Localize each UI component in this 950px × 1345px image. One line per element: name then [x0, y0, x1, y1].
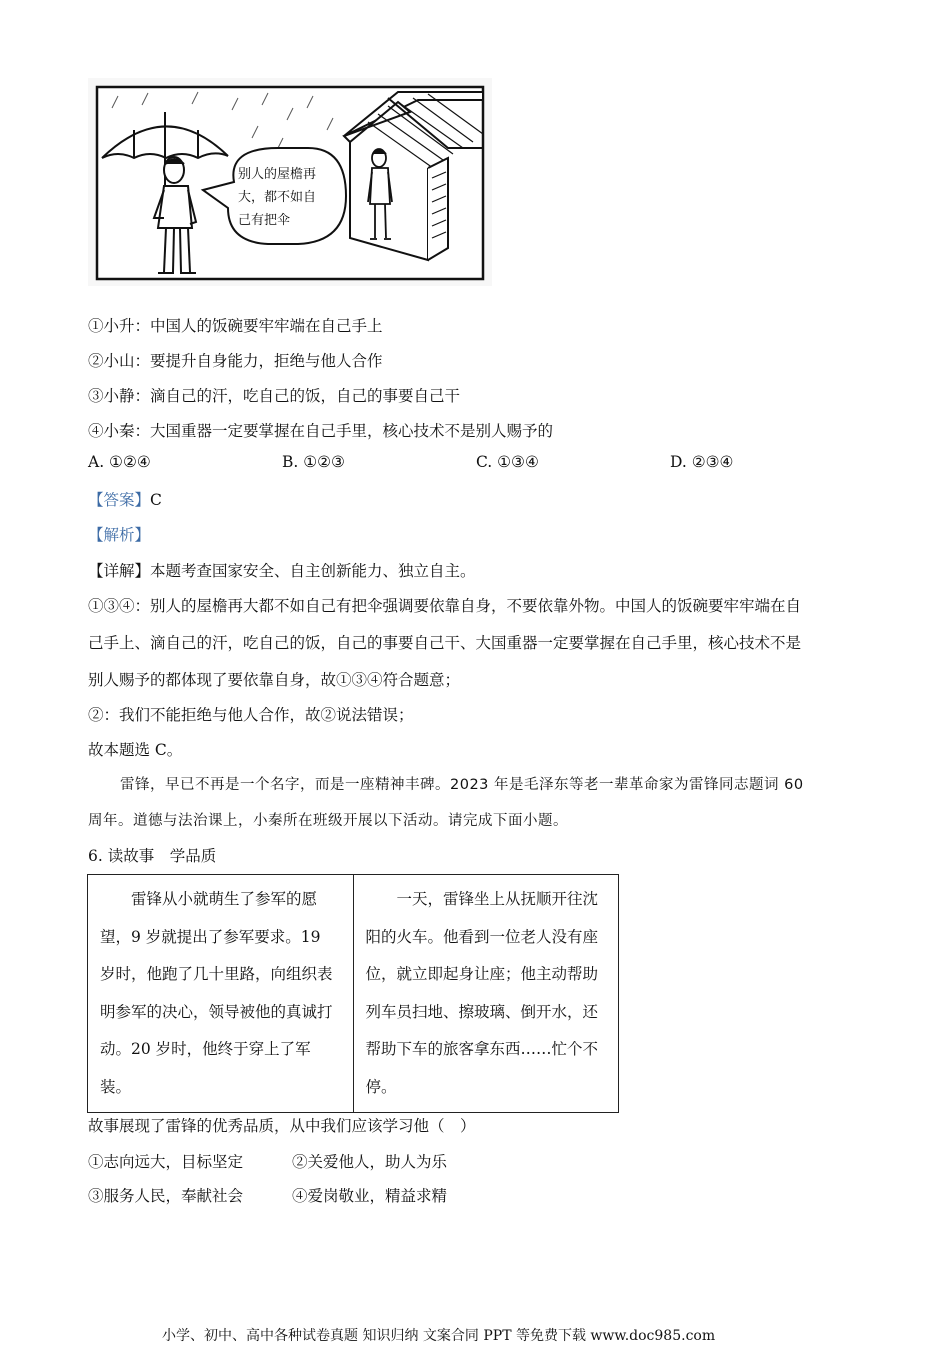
explanation-line-3: 别人赐予的都体现了要依靠自身，故①③④符合题意； — [88, 671, 461, 689]
analysis-label: 【解析】 — [88, 526, 151, 544]
option-q5-2: ②小山：要提升自身能力，拒绝与他人合作 — [88, 352, 383, 370]
choice-d: D. ②③④ — [670, 453, 734, 471]
explanation-line-2: 己手上、滴自己的汗，吃自己的饭，自己的事要自己干、大国重器一定要掌握在自己手里，核心技术不是 — [88, 634, 802, 652]
answer-label: 【答案】 — [88, 491, 151, 509]
bubble-text-2: 大，都不如自 — [238, 190, 317, 205]
passage-line-2: 周年。道德与法治课上，小秦所在班级开展以下活动。请完成下面小题。 — [88, 813, 568, 829]
bubble-text-3: 己有把伞 — [238, 213, 291, 228]
option-q5-3: ③小静：滴自己的汗，吃自己的饭，自己的事要自己干 — [88, 387, 461, 405]
detail-text: 本题考查国家安全、自主创新能力、独立自主。 — [150, 562, 476, 580]
choice-c: C. ①③④ — [476, 453, 539, 471]
explanation-line-1: ①③④：别人的屋檐再大都不如自己有把伞强调要依靠自身，不要依靠外物。中国人的饭碗要牢牢端在自 — [88, 597, 802, 615]
answer-line — [88, 488, 162, 510]
choice-b: B. ①②③ — [282, 453, 345, 471]
option-q6-2: ②关爱他人，助人为乐 — [292, 1153, 448, 1171]
bubble-text-1: 别人的屋檐再 — [238, 167, 317, 182]
story-left-cell: 雷锋从小就萌生了参军的愿望，9 岁就提出了参军要求。19 岁时，他跑了几十里路，向组织表明参军的决心，领导被他的真诚打动。20 岁时，他终于穿上了军装。 — [88, 875, 354, 1113]
cartoon-illustration — [88, 78, 492, 286]
detail-label: 【详解】 — [88, 562, 151, 580]
answer-value: C — [150, 491, 162, 509]
option-q6-4: ④爱岗敬业，精益求精 — [292, 1187, 448, 1205]
page-footer: 小学、初中、高中各种试卷真题 知识归纳 文案合同 PPT 等免费下载 www.doc985.com — [162, 1328, 716, 1344]
detail-line — [88, 559, 476, 581]
story-right-cell: 一天，雷锋坐上从抚顺开往沈阳的火车。他看到一位老人没有座位，就立即起身让座；他主动帮助列车员扫地、擦玻璃、倒开水，还帮助下车的旅客拿东西……忙个不停。 — [353, 875, 619, 1113]
story-table — [87, 874, 619, 1113]
question-6-title: 6. 读故事 学品质 — [88, 847, 217, 865]
option-q6-1: ①志向远大，目标坚定 — [88, 1153, 244, 1171]
choice-a: A. ①②④ — [88, 453, 151, 471]
passage-line-1: 雷锋，早已不再是一个名字，而是一座精神丰碑。2023 年是毛泽东等老一辈革命家为雷锋同志题词 60 — [120, 777, 804, 793]
explanation-line-4: ②：我们不能拒绝与他人合作，故②说法错误； — [88, 706, 414, 724]
option-q5-4: ④小秦：大国重器一定要掌握在自己手里，核心技术不是别人赐予的 — [88, 422, 554, 440]
explanation-line-5: 故本题选 C。 — [88, 741, 183, 759]
option-q6-3: ③服务人民，奉献社会 — [88, 1187, 244, 1205]
option-q5-1: ①小升：中国人的饭碗要牢牢端在自己手上 — [88, 317, 383, 335]
question-6-stem: 故事展现了雷锋的优秀品质，从中我们应该学习他（ ） — [88, 1117, 476, 1135]
